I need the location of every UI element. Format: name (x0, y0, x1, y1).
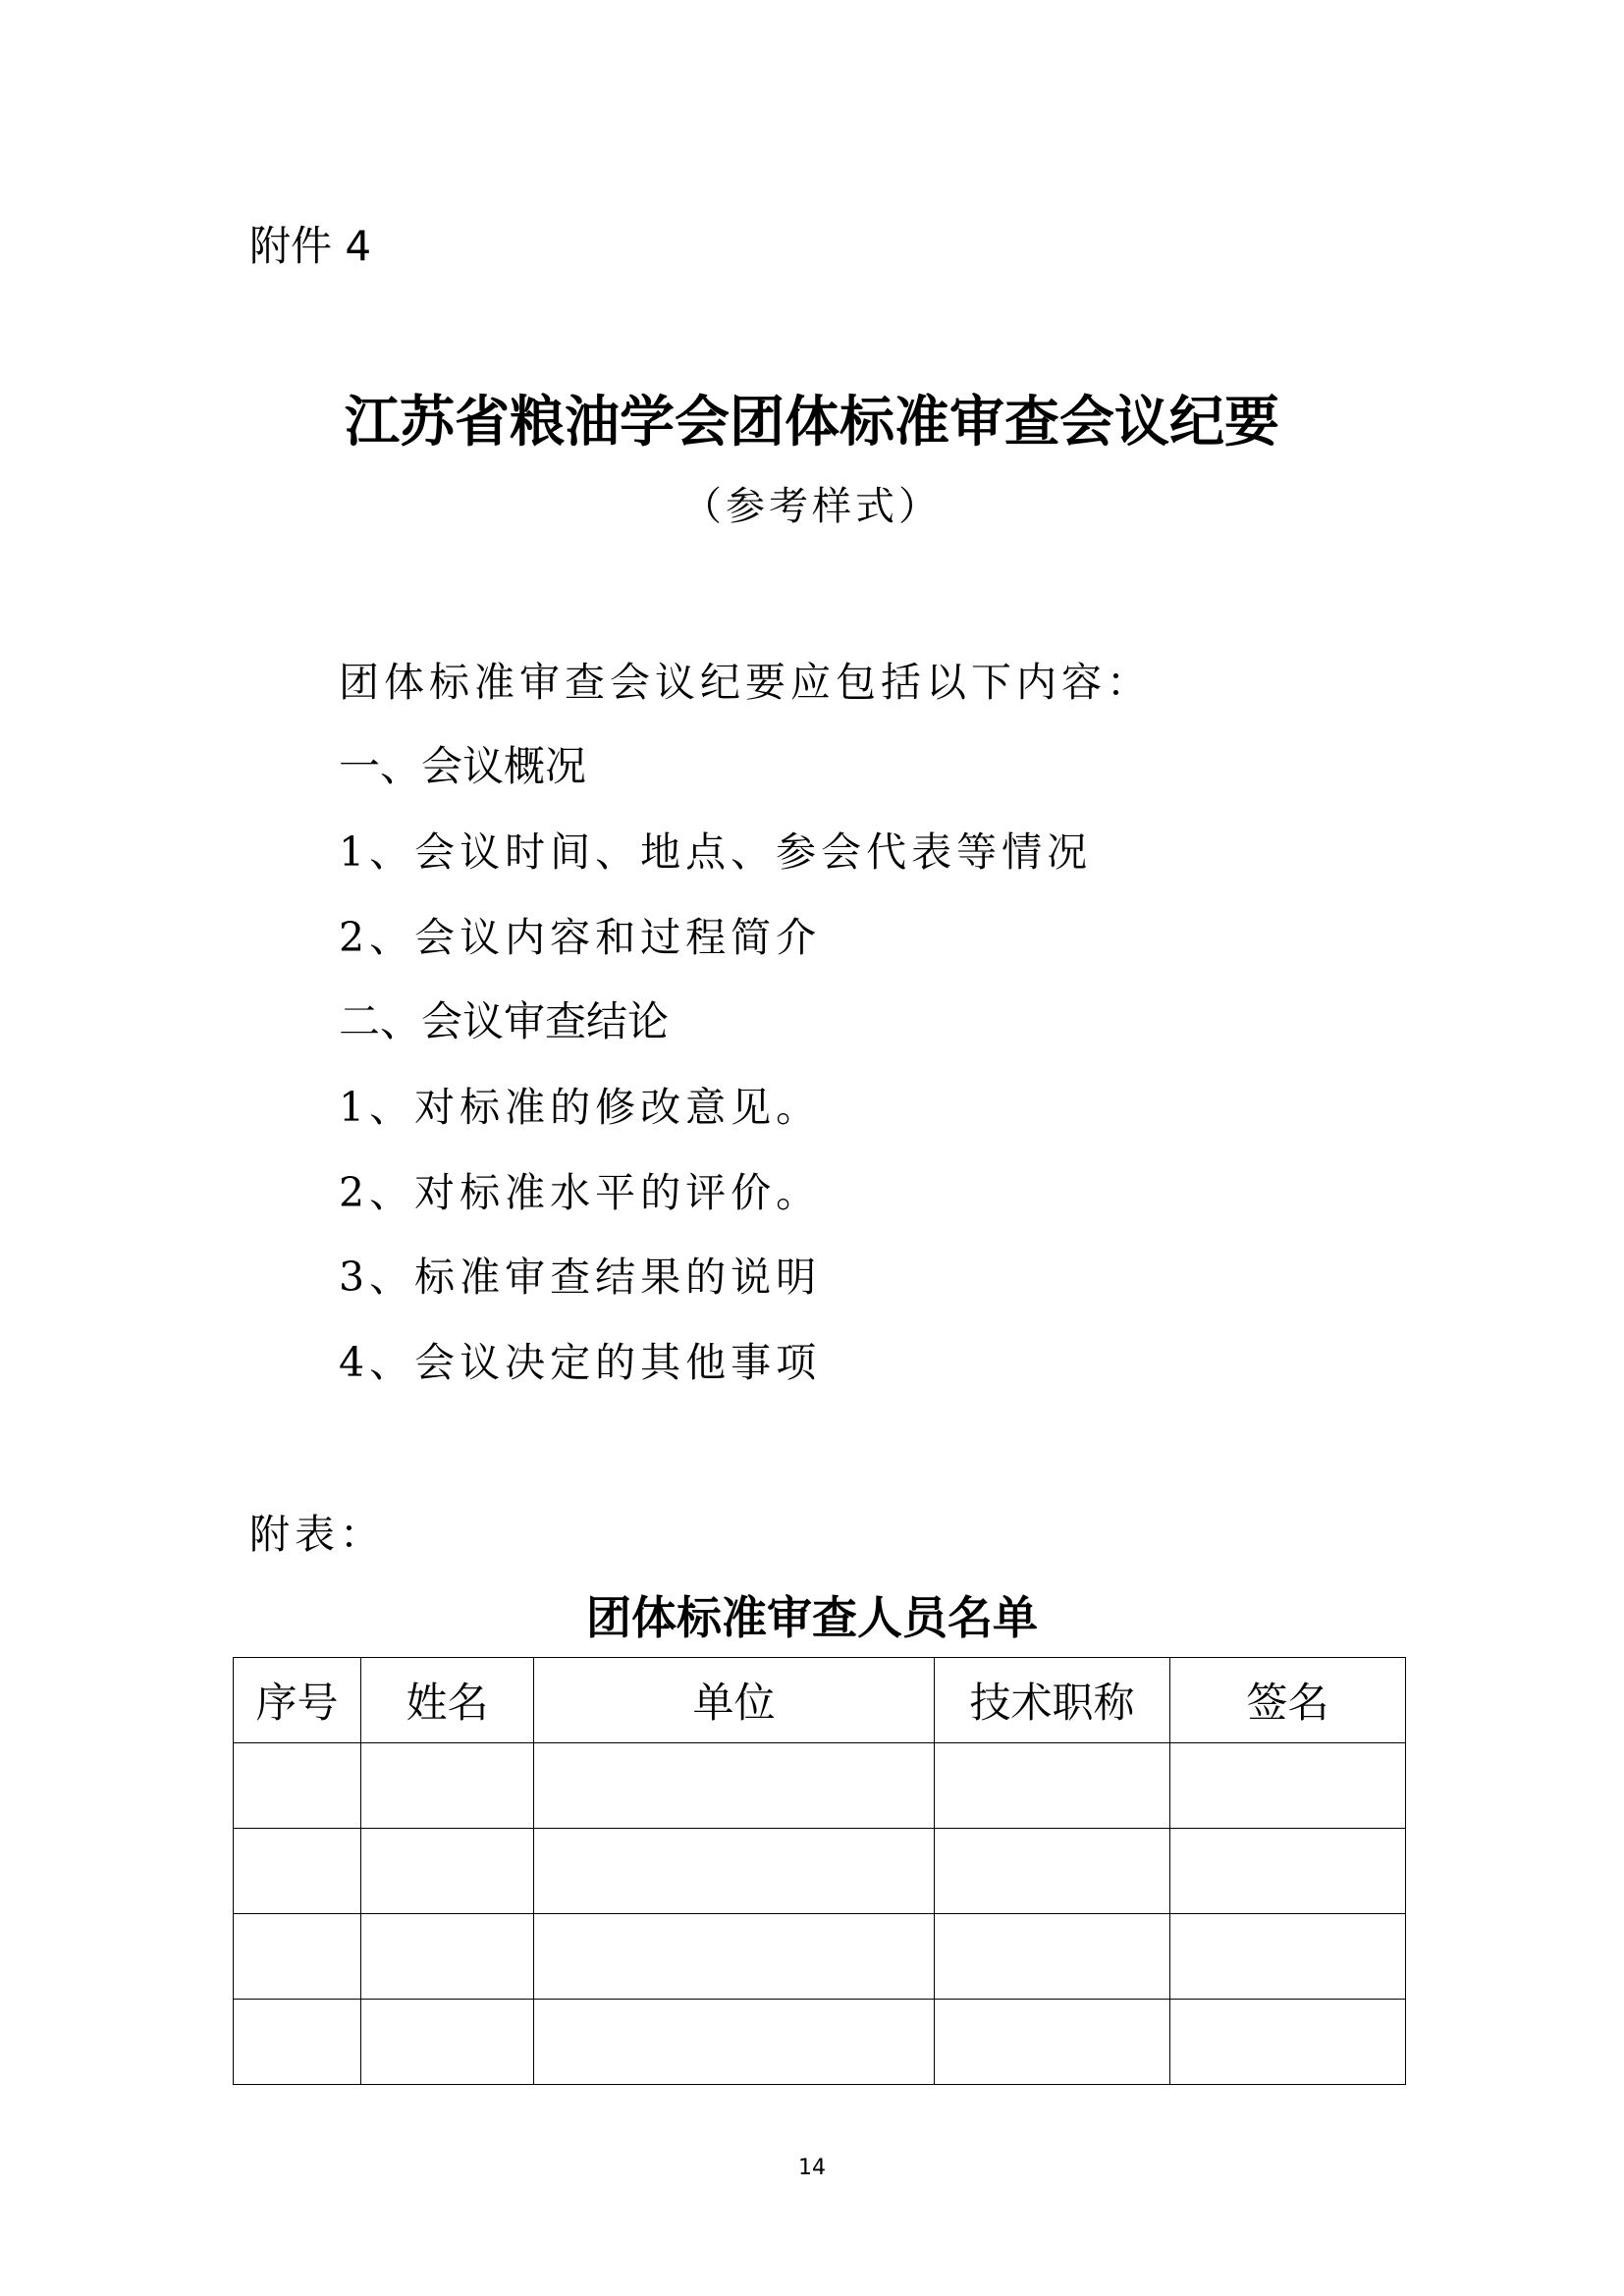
section2-item: 4、会议决定的其他事项 (339, 1339, 822, 1386)
table-cell (534, 1829, 935, 1914)
table-cell (935, 1829, 1170, 1914)
column-header-signature: 签名 (1170, 1658, 1406, 1743)
table-cell (1170, 1743, 1406, 1829)
table-row (234, 1914, 1406, 2000)
table-header-row (234, 1658, 1406, 1743)
reviewer-roster-table (233, 1657, 1406, 2085)
intro-text: 团体标准审查会议纪要应包括以下内容： (339, 659, 1152, 706)
table-cell (935, 2000, 1170, 2085)
column-header-title: 技术职称 (935, 1658, 1170, 1743)
table-cell (534, 1914, 935, 2000)
table-cell (361, 1914, 534, 2000)
table-cell (234, 1829, 361, 1914)
table-cell (1170, 1829, 1406, 1914)
table-cell (1170, 1914, 1406, 2000)
appendix-label: 附表： (249, 1511, 385, 1558)
table-cell (534, 1743, 935, 1829)
section2-heading: 二、会议审查结论 (339, 997, 670, 1045)
section1-heading: 一、会议概况 (339, 742, 587, 790)
table-row (234, 1829, 1406, 1914)
section2-item: 3、标准审查结果的说明 (339, 1254, 822, 1301)
table-title: 团体标准审查人员名单 (586, 1591, 1038, 1644)
table-cell (234, 2000, 361, 2085)
table-cell (935, 1743, 1170, 1829)
table-row (234, 1743, 1406, 1829)
section2-item: 1、对标准的修改意见。 (339, 1084, 822, 1131)
document-subtitle: （参考样式） (682, 484, 942, 529)
table-cell (234, 1914, 361, 2000)
column-header-unit: 单位 (534, 1658, 935, 1743)
table-cell (1170, 2000, 1406, 2085)
column-header-name: 姓名 (361, 1658, 534, 1743)
table-cell (935, 1914, 1170, 2000)
section1-item: 2、会议内容和过程简介 (339, 914, 822, 961)
table-row (234, 2000, 1406, 2085)
section2-item: 2、对标准水平的评价。 (339, 1169, 822, 1216)
table-cell (361, 1743, 534, 1829)
table-cell (361, 2000, 534, 2085)
section1-item: 1、会议时间、地点、参会代表等情况 (339, 828, 1093, 876)
document-title: 江苏省粮油学会团体标准审查会议纪要 (345, 390, 1279, 454)
table-cell (234, 1743, 361, 1829)
table-cell (534, 2000, 935, 2085)
page-number: 14 (798, 2156, 826, 2180)
column-header-seq: 序号 (234, 1658, 361, 1743)
attachment-label: 附件 4 (249, 222, 372, 270)
table-cell (361, 1829, 534, 1914)
